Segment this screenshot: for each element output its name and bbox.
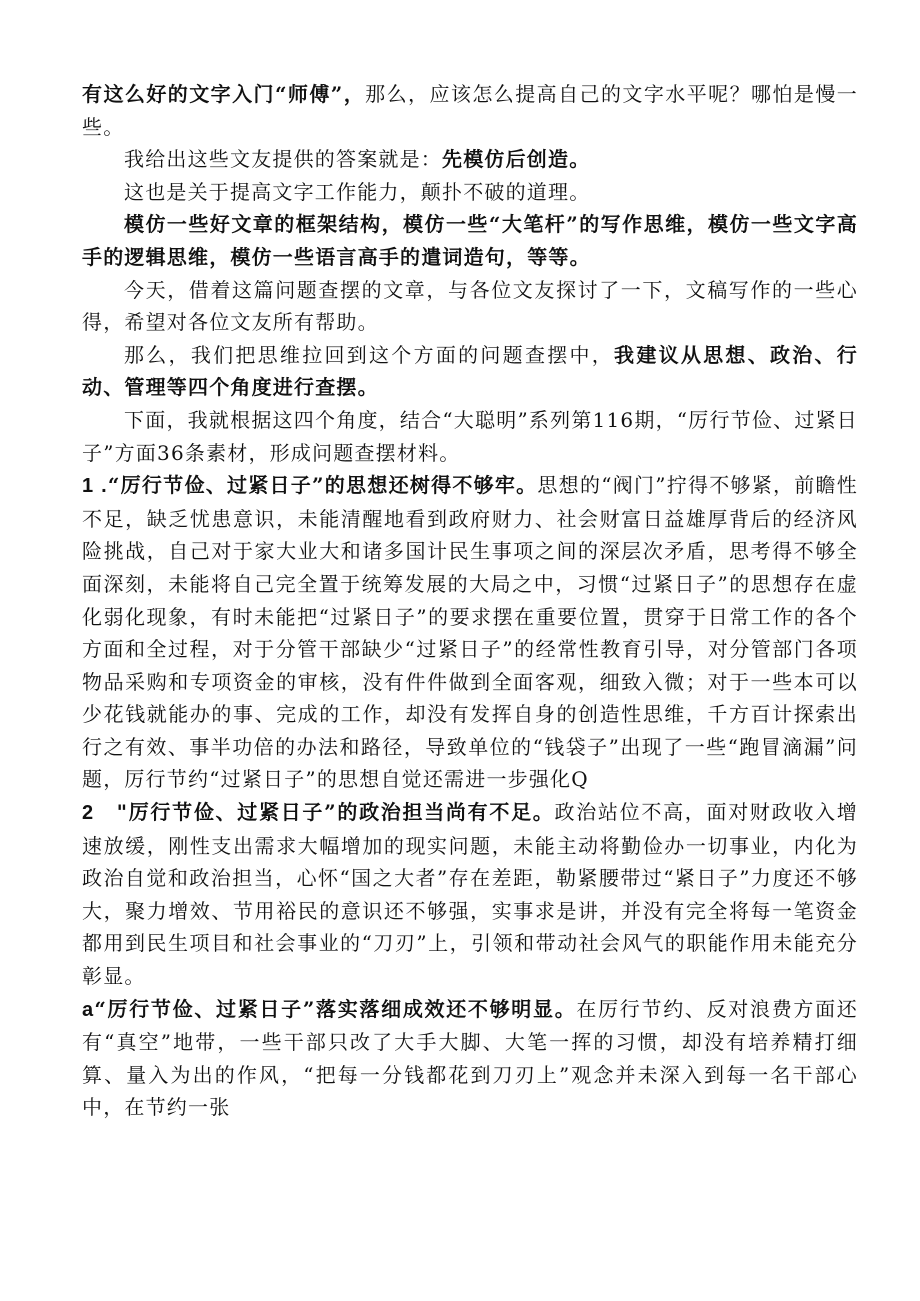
body-text: 思想的“阀门”拧得不够紧，前瞻性不足，缺乏忧患意识，未能清醒地看到政府财力、社会财富日益雄厚背后的经济风险挑战，自己对于家大业大和诸多国计民生事项之间的深层次矛盾，思考得不够全面深刻，未能将自己完全置于统筹发展的大局之中，习惯“过紧日子”的思想存在虚化弱化现象，有时未能把“过紧日子”的要求摆在重要位置，贯穿于日常工作的各个方面和全过程，对于分管干部缺少“过紧日子”的经常性教育引导，对分管部门各项物品采购和专项资金的审核，没有件件做到全面客观，细致入微；对于一些本可以少花钱就能办的事、完成的工作，却没有发挥自身的创造性思维，千方百计探索出行之有效、事半功倍的办法和路径，导致单位的“钱袋子”出现了一些“跑冒滴漏”问题，厉行节约“过紧日子”的思想自觉还需进一步强化Q — [82, 473, 858, 792]
body-text: 下面，我就根据这四个角度，结合“大聪明”系列第116期，“厉行节俭、过紧日子”方面36条素材，形成问题查摆材料。 — [82, 407, 858, 465]
paragraph-3 — [82, 176, 858, 209]
section-heading: "厉行节俭、过紧日子”的政治担当尚有不足。 — [116, 800, 555, 825]
section-2 — [82, 796, 858, 993]
body-text: 在厉行节约、反对浪费方面还有“真空”地带，一些干部只改了大手大脚、大笔一挥的习惯，却没有培养精打细算、量入为出的作风，“把每一分钱都花到刀刃上”观念并未深入到每一名干部心中，在节约一张 — [82, 996, 858, 1120]
body-text: 今天，借着这篇问题查摆的文章，与各位文友探讨了一下，文稿写作的一些心得，希望对各位文友所有帮助。 — [82, 277, 858, 335]
section-1 — [82, 469, 858, 796]
body-text: 那么，我们把思维拉回到这个方面的问题查摆中， — [124, 342, 615, 367]
bold-text: 先模仿后创造。 — [442, 147, 591, 172]
section-heading: “厉行节俭、过紧日子”的思想还树得不够牢。 — [107, 473, 538, 498]
bold-text: 有这么好的文字入门“师傅”， — [82, 82, 366, 106]
paragraph-2 — [82, 143, 858, 176]
paragraph-6 — [82, 339, 858, 404]
body-text: 那么，应该怎么提高自己的文字水平呢？哪怕是慢一些。 — [82, 82, 858, 139]
paragraph-4 — [82, 208, 858, 273]
paragraph-7 — [82, 404, 858, 469]
paragraph-1 — [82, 78, 858, 143]
section-number: 1 . — [82, 475, 108, 498]
body-text: 我给出这些文友提供的答案就是： — [124, 147, 442, 172]
bold-text: 我建议从思想、政治、行动、管理等四个角度进行查摆。 — [82, 342, 858, 400]
body-text: 政治站位不高，面对财政收入增速放缓，刚性支出需求大幅增加的现实问题，未能主动将勤俭办一切事业，内化为政治自觉和政治担当，心怀“国之大者”存在差距，勒紧腰带过“紧日子”力度还不够大，聚力增效、节用裕民的意识还不够强，实事求是讲，并没有完全将每一笔资金都用到民生项目和社会事业的“刀刃”上，引领和带动社会风气的职能作用未能充分彰显。 — [82, 800, 858, 989]
body-text: 这也是关于提高文字工作能力，颠扑不破的道理。 — [124, 179, 591, 204]
section-3 — [82, 993, 858, 1124]
paragraph-5 — [82, 274, 858, 339]
section-number: a — [82, 998, 95, 1021]
bold-text: 模仿一些好文章的框架结构，模仿一些“大笔杆”的写作思维，模仿一些文字高手的逻辑思维，模仿一些语言高手的遣词造句，等等。 — [82, 212, 858, 269]
section-heading: “厉行节俭、过紧日子”落实落细成效还不够明显。 — [94, 996, 577, 1021]
section-number: 2 — [82, 802, 117, 825]
